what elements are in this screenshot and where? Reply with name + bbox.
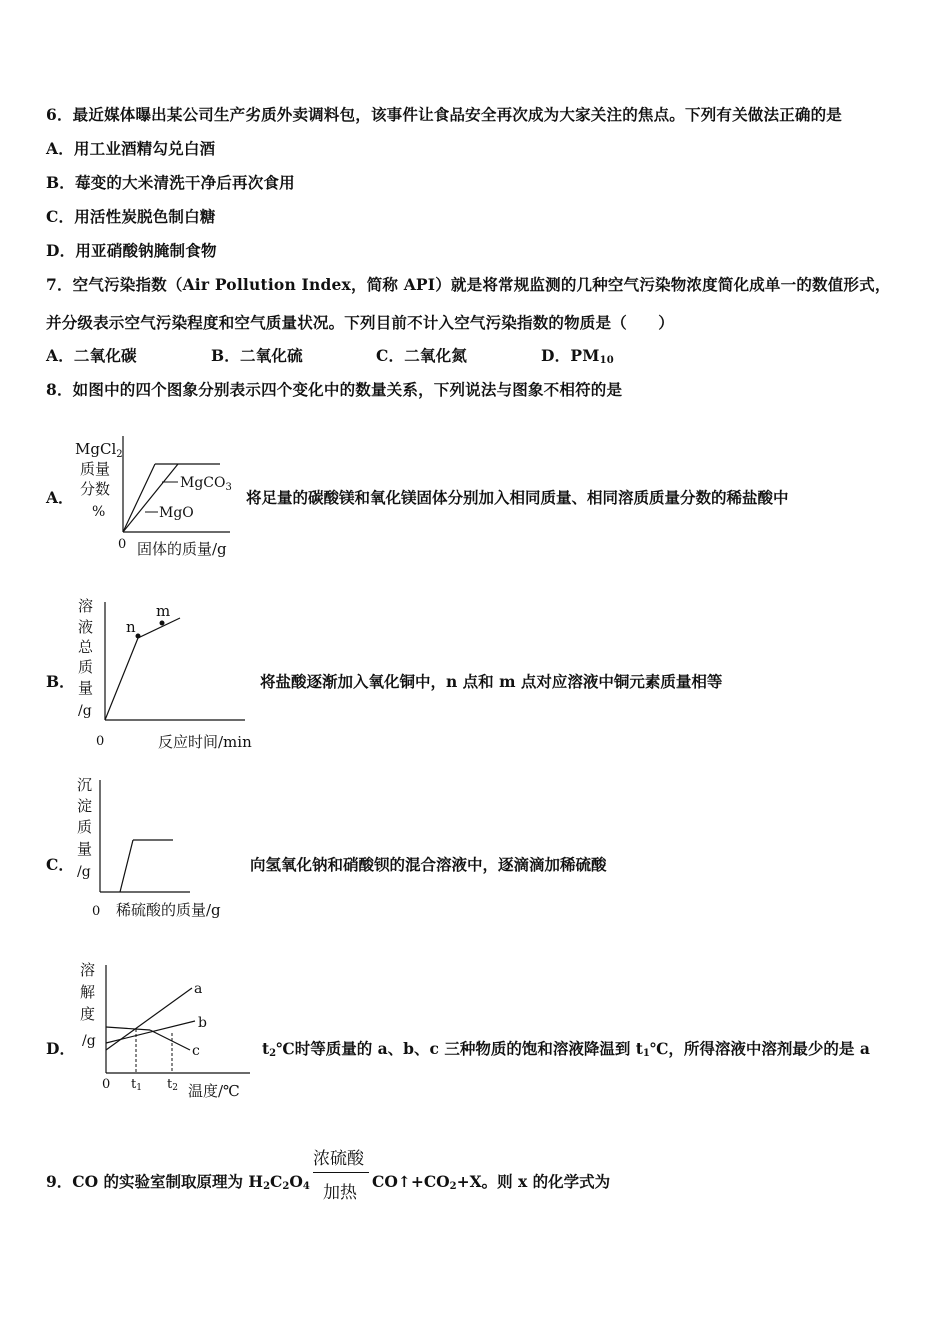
- y-char-5: /g: [77, 864, 91, 880]
- q6-option-a: A．用工业酒精勾兑白酒: [46, 139, 216, 158]
- q6-stem: 6．最近媒体曝出某公司生产劣质外卖调料包，该事件让食品安全再次成为大家关注的焦点。下列有关做法正确的是: [46, 105, 842, 124]
- y-char-1: 溶: [78, 597, 94, 615]
- origin-label: 0: [102, 1077, 111, 1092]
- m-label: m: [156, 602, 171, 620]
- q8-option-b-label: B．: [46, 672, 75, 691]
- q6-option-d: D．用亚硝酸钠腌制食物: [46, 241, 217, 260]
- y-char-1: 溶: [80, 961, 96, 979]
- curve-a: [106, 988, 192, 1050]
- y-label-3: 分数: [80, 480, 111, 498]
- q9-stem-pre: 9．CO 的实验室制取原理为 $H_2C_2O_4$: [46, 1172, 310, 1192]
- q8-option-c-desc: 向氢氧化钠和硝酸钡的混合溶液中，逐滴滴加稀硫酸: [250, 855, 607, 874]
- x-axis-label: 温度/℃: [188, 1082, 240, 1100]
- x-axis-label: 固体的质量/g: [137, 540, 227, 558]
- y-char-5: 量: [78, 679, 94, 697]
- y-char-3: 总: [78, 638, 94, 656]
- curve-c: [106, 1027, 150, 1030]
- mgo-label: MgO: [159, 505, 194, 521]
- q8-option-a-desc: 将足量的碳酸镁和氧化镁固体分别加入相同质量、相同溶质质量分数的稀盐酸中: [246, 488, 789, 507]
- q8-option-d-label: D．: [46, 1039, 75, 1058]
- y-char-1: 沉: [77, 776, 93, 794]
- q6-option-b: B．莓变的大米清洗干净后再次食用: [46, 173, 295, 192]
- y-char-2: 淀: [77, 797, 93, 815]
- q7-stem-line2: 并分级表示空气污染程度和空气质量状况。下列目前不计入空气污染指数的物质是（ ）: [46, 313, 675, 332]
- origin-label: 0: [118, 537, 127, 552]
- t2-label: t2: [167, 1077, 178, 1093]
- b-label: b: [198, 1015, 207, 1031]
- q8-graph-a: [70, 432, 245, 564]
- y-char-4: /g: [82, 1033, 96, 1049]
- reaction-condition-bottom: 加热: [323, 1183, 357, 1203]
- mgco3-label: MgCO$_3$: [180, 475, 232, 493]
- y-char-2: 解: [80, 983, 96, 1001]
- point-n: [136, 634, 141, 639]
- q8-option-a-label: A．: [46, 488, 74, 507]
- origin-label: 0: [92, 904, 101, 919]
- a-label: a: [194, 981, 203, 997]
- q7-option-b: B．二氧化硫: [211, 346, 303, 365]
- reaction-condition-top: 浓硫酸: [313, 1149, 364, 1169]
- q8-stem: 8．如图中的四个图象分别表示四个变化中的数量关系，下列说法与图象不相符的是: [46, 380, 623, 399]
- y-label-4: %: [92, 504, 106, 520]
- y-char-4: 量: [77, 840, 93, 858]
- x-axis-label: 反应时间/min: [158, 733, 252, 751]
- q8-graph-c: [70, 770, 250, 922]
- t1-label: t1: [131, 1077, 142, 1093]
- q8-graph-d: [70, 955, 255, 1105]
- q8-option-d-desc: $t_2℃$时等质量的 a、b、c 三种物质的饱和溶液降温到 $t_1℃$，所得溶液中溶剂最少的是 a: [262, 1039, 870, 1059]
- y-label-2: 质量: [80, 460, 111, 478]
- q6-option-c: C．用活性炭脱色制白糖: [46, 207, 216, 226]
- y-char-2: 液: [78, 618, 94, 636]
- point-m: [160, 621, 165, 626]
- q9-stem-post: $CO↑+CO_2+X$。则 x 的化学式为: [372, 1172, 611, 1192]
- q7-option-d: D．$PM_{10}$: [541, 346, 614, 366]
- curve-b: [106, 1021, 195, 1043]
- y-char-3: 度: [80, 1005, 96, 1023]
- q8-option-b-desc: 将盐酸逐渐加入氧化铜中，n 点和 m 点对应溶液中铜元素质量相等: [260, 672, 723, 691]
- y-label-1: MgCl$_2$: [75, 440, 123, 460]
- x-axis-label: 稀硫酸的质量/g: [116, 901, 221, 919]
- y-char-4: 质: [78, 658, 94, 676]
- y-char-3: 质: [77, 818, 93, 836]
- q7-option-c: C．二氧化氮: [376, 346, 468, 365]
- q7-option-a: A．二氧化碳: [46, 346, 137, 365]
- origin-label: 0: [96, 734, 105, 749]
- q7-stem-line1: 7．空气污染指数（Air Pollution Index，简称 API）就是将常规监测的几种空气污染物浓度简化成单一的数值形式，: [46, 275, 891, 294]
- q8-option-c-label: C．: [46, 855, 74, 874]
- y-char-6: /g: [78, 703, 92, 719]
- c-label: c: [192, 1043, 200, 1059]
- n-label: n: [126, 618, 136, 636]
- reaction-arrow-line: [313, 1172, 369, 1173]
- q8-graph-b: [70, 590, 260, 752]
